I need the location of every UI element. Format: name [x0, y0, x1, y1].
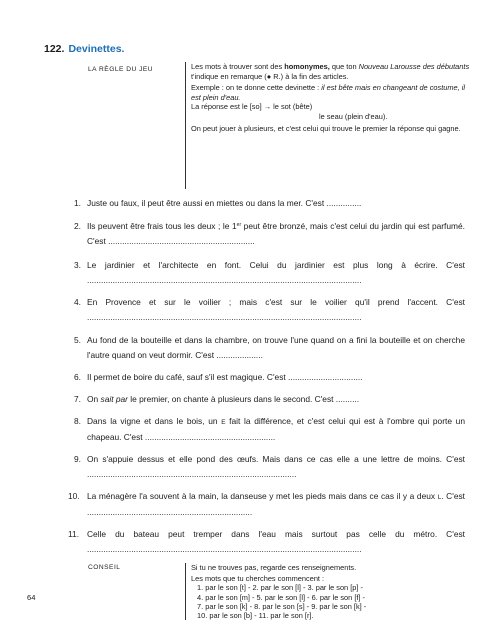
question-3: 3. Le jardinier et l'architecte en font. Celui du jardinier est plus long à écrire. C'est ...................................................................................................................... [74, 260, 465, 286]
exercise-number: 122. [44, 43, 65, 55]
conseil-box: Si tu ne trouves pas, regarde ces renseignements. Les mots que tu cherches commencent : 1. par le son [t] - 2. par le son [l] - 3. par le son [p] - 4. par le son [m] - 5. par le son [l] - 6. par le son [f] - 7. par le son [k] - 8. par le son [s] - 9. par le son [k] - 10. par le son [b] - 11. par le son [r]. [185, 563, 473, 620]
question-10: 10. La ménagère l'a souvent à la main, la danseuse y met les pieds mais dans ce cas il y a deux L. C'est ....................................................................... [68, 491, 465, 518]
rule-box [185, 62, 473, 189]
question-4: 4. En Provence et sur le voilier ; mais c'est sur le voilier qu'il prend l'accent. C'est ...................................................................................................................... [74, 297, 465, 323]
rule-paragraph-1: Les mots à trouver sont des homonymes, que ton Nouveau Larousse des débutants t'indique en remarque (● R.) à la fin des articles. [191, 62, 470, 81]
question-text: Juste ou faux, il peut être aussi en miettes ou dans la mer. C'est ............... [87, 198, 362, 208]
page-number: 64 [27, 593, 36, 602]
question-5: 5. Au fond de la bouteille et dans la chambre, on trouve l'une quand on a fini la bouteille et on cherche l'autre quand on veut dormir. C'est .................... [74, 335, 465, 361]
question-text: On s'appuie dessus et elle pond des œufs. Mais dans ce cas elle a une lettre de moins. C'est .......................................................................................... [87, 454, 465, 480]
rule-paragraph-2: Exemple : on te donne cette devinette : il est bête mais en changeant de costume, il est plein d'eau. La réponse est le [so] → le sot (bête) le seau (plein d'eau). [191, 83, 466, 121]
question-text: Ils peuvent être frais tous les deux ; le 1er peut être bronzé, mais c'est celui du jardin qui est parfumé. C'est ............................................................... [87, 221, 466, 247]
rule-label: LA RÈGLE DU JEU [88, 66, 154, 73]
question-8: 8. Dans la vigne et dans le bois, un E fait la différence, et c'est celui qui est à l'ombre qui porte un chapeau. C'est ........................................................ [74, 416, 465, 443]
exercise-title-text: Devinettes. [68, 43, 125, 55]
question-text: Le jardinier et l'architecte en font. Celui du jardinier est plus long à écrire. C'est ...................................................................................................................... [87, 260, 465, 286]
question-text: Celle du bateau peut tremper dans l'eau mais surtout pas celle du métro. C'est ...................................................................................................................... [87, 529, 465, 555]
question-text: Au fond de la bouteille et dans la chambre, on trouve l'une quand on a fini la bouteille et on cherche l'autre quand on veut dormir. C'est .................... [87, 335, 465, 361]
question-6: 6. Il permet de boire du café, sauf s'il est magique. C'est ................................ [74, 372, 363, 382]
question-1: 1. Juste ou faux, il peut être aussi en miettes ou dans la mer. C'est ............... [74, 198, 362, 208]
question-text: La ménagère l'a souvent à la main, la danseuse y met les pieds mais dans ce cas il y a deux L. C'est ....................................................................... [87, 491, 465, 518]
conseil-label: CONSEIL [88, 564, 121, 571]
question-text: Dans la vigne et dans le bois, un E fait la différence, et c'est celui qui est à l'ombre qui porte un chapeau. C'est ........................................................ [87, 416, 465, 443]
question-9: 9. On s'appuie dessus et elle pond des œufs. Mais dans ce cas elle a une lettre de moins. C'est .......................................................................................... [74, 454, 465, 480]
exercise-title [44, 43, 124, 55]
question-7: 7. On sait par le premier, on chante à plusieurs dans le second. C'est .......... [74, 394, 360, 404]
question-text: En Provence et sur le voilier ; mais c'est sur le voilier qu'il prend l'accent. C'est ...................................................................................................................... [87, 297, 465, 323]
question-11: 11. Celle du bateau peut tremper dans l'eau mais surtout pas celle du métro. C'est ...................................................................................................................... [68, 529, 465, 555]
question-text: On sait par le premier, on chante à plusieurs dans le second. C'est .......... [87, 394, 360, 404]
rule-paragraph-3: On peut jouer à plusieurs, et c'est celui qui trouve le premier la réponse qui gagne. [191, 123, 461, 133]
question-text: Il permet de boire du café, sauf s'il est magique. C'est ................................ [87, 372, 363, 382]
question-2: 2. Ils peuvent être frais tous les deux ; le 1er peut être bronzé, mais c'est celui du jardin qui est parfumé. C'est ............................................................... [74, 221, 466, 247]
